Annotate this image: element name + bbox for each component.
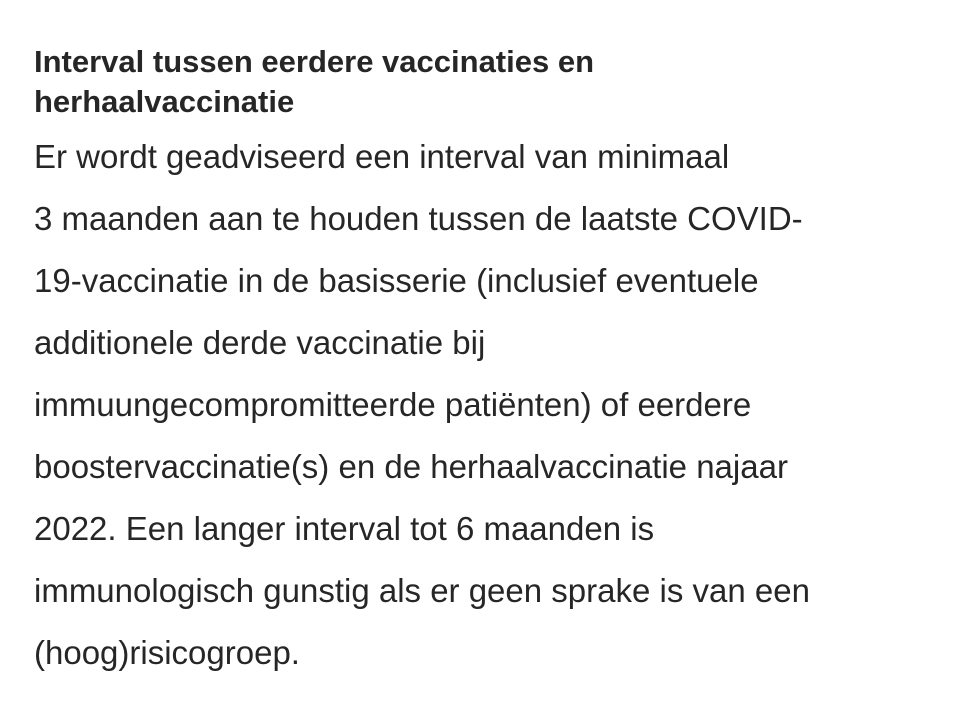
paragraph-line: Er wordt geadviseerd een interval van minimaal (34, 138, 730, 175)
paragraph-line: additionele derde vaccinatie bij (34, 324, 486, 361)
paragraph-line: 19-vaccinatie in de basisserie (inclusief eventuele (34, 262, 759, 299)
paragraph-line: immuungecompromitteerde patiënten) of eerdere (34, 386, 752, 423)
paragraph-line: 2022. Een langer interval tot 6 maanden is (34, 510, 655, 547)
paragraph-line: (hoog)risicogroep. (34, 634, 300, 671)
paragraph-line: 3 maanden aan te houden tussen de laatste COVID- (34, 200, 803, 237)
heading-line: herhaalvaccinatie (34, 84, 295, 119)
heading-line: Interval tussen eerdere vaccinaties en (34, 44, 595, 79)
paragraph-line: boostervaccinatie(s) en de herhaalvaccinatie najaar (34, 448, 788, 485)
paragraph-line: immunologisch gunstig als er geen sprake is van een (34, 572, 810, 609)
section-heading (34, 42, 934, 122)
body-paragraph (34, 126, 934, 684)
article-section (34, 42, 934, 684)
